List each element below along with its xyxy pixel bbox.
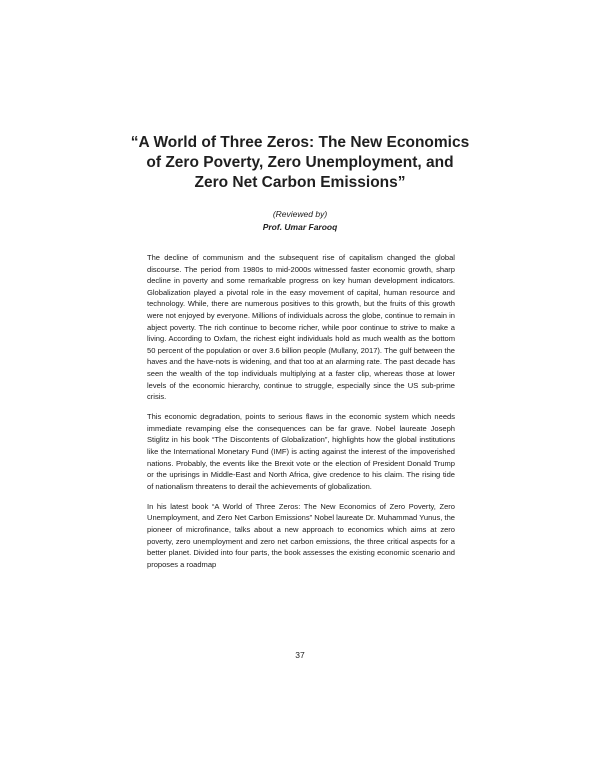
article-body [147,252,455,579]
reviewer-name: Prof. Umar Farooq [262,222,338,232]
reviewed-by-label: (Reviewed by) [272,209,328,219]
review-credit [150,209,450,233]
title-line: Zero Net Carbon Emissions” [194,174,406,191]
article-title [100,133,500,193]
paragraph: In his latest book “A World of Three Zeros: The New Economics of Zero Poverty, Zero Unemployment, and Zero Net Carbon Emissions” Nobel laureate Dr. Muhammad Yunus, the pioneer of microfinance, talks about a new approach to economics which aims at zero poverty, zero unemployment and zero net carbon emissions, the three critical aspects for a better planet. Divided into four parts, the book assesses the existing economic scenario and proposes a roadmap [147,501,455,569]
title-line: “A World of Three Zeros: The New Economics [130,134,470,151]
paragraph: This economic degradation, points to serious flaws in the economic system which needs immediate revamping else the consequences can be far grave. Nobel laureate Joseph Stiglitz in his book “The Discontents of Globalization”, highlights how the global institutions like the International Monetary Fund (IMF) is acting against the interest of the impoverished nations. Probably, the events like the Brexit vote or the election of President Donald Trump or the uprisings in Middle-East and North Africa, give credence to his claim. The rising tide of nationalism threatens to derail the achievements of globalization. [147,412,455,491]
paragraph: The decline of communism and the subsequent rise of capitalism changed the global discourse. The period from 1980s to mid-2000s witnessed faster economic growth, sharp decline in poverty and some remarkable progress on key human development indicators. Globalization played a pivotal role in the easy movement of capital, human resource and technology. While, there are numerous positives to this growth, but the fruits of this growth were not enjoyed by everyone. Millions of individuals across the globe, continue to remain in abject poverty. The rich continue to become richer, while poor continue to strive to make a living. According to Oxfam, the richest eight individuals hold as much wealth as the bottom 50 percent of the population or over 3.6 billion people (Mullany, 2017). The gulf between the haves and the have-nots is widening, and that too at an alarming rate. The past decade has seen the wealth of the top individuals multiplying at a faster clip, whereas those at lower levels of the economic hierarchy, continue to struggle, especially since the US sub-prime crisis. [147,253,455,402]
page-number: 37 [295,650,305,660]
title-line: of Zero Poverty, Zero Unemployment, and [146,154,454,171]
